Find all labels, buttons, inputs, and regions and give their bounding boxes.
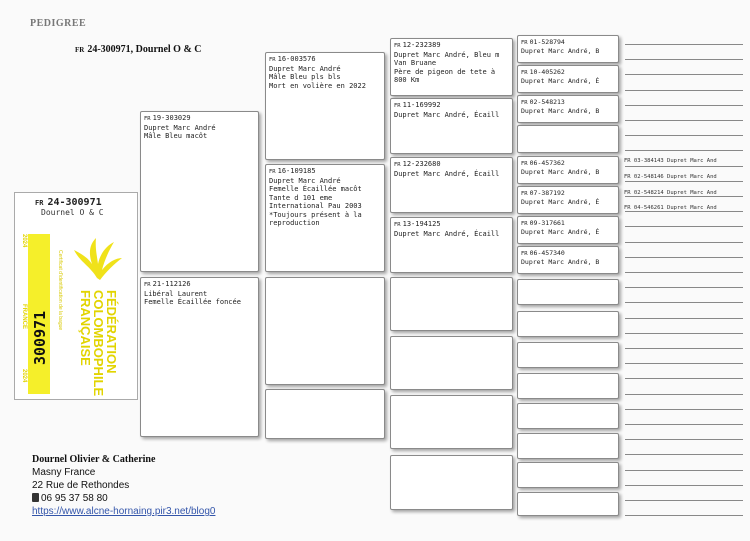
gen3-box-1[interactable]: [390, 38, 513, 96]
gen3-box-7[interactable]: [390, 395, 513, 449]
grand-sire-paternal-box[interactable]: [265, 52, 385, 160]
ring-number: 10-405262: [529, 68, 565, 76]
gen5-line: [625, 439, 743, 440]
gen5-line: [625, 302, 743, 303]
fr-label: FR: [394, 222, 401, 228]
gen5-line: [625, 120, 743, 121]
fr-label: FR: [521, 251, 528, 257]
gen5-entry-2: FR 02-548146 Dupret Marc And: [624, 174, 717, 180]
ring-number: 21-112126: [152, 280, 191, 288]
fr-label: FR: [144, 282, 151, 288]
pigeon-details: Dupret Marc André, É: [521, 77, 600, 85]
gen5-line: [625, 196, 743, 197]
gen5-line: [625, 59, 743, 60]
pigeon-details: Dupret Marc André, Bleu m Van Bruane Père de pigeon de tete à 800 Km: [394, 50, 500, 84]
subject-prefix: FR: [75, 46, 85, 54]
fr-label: FR: [521, 70, 528, 76]
sticker-card: [35, 195, 125, 227]
gen5-line: [625, 257, 743, 258]
pigeon-details: Dupret Marc André, Écaill: [394, 169, 500, 178]
gen3-box-6[interactable]: [390, 336, 513, 390]
owner-info: [32, 453, 215, 518]
gen5-line: [625, 363, 743, 364]
sticker-name: Dournel O & C: [41, 208, 104, 217]
fr-label: FR: [394, 43, 401, 49]
gen5-line: [625, 166, 743, 167]
pigeon-details: Dupret Marc André, É: [521, 228, 600, 236]
gen5-line: [625, 515, 743, 516]
owner-street: 22 Rue de Rethondes: [32, 480, 130, 491]
subject-header: [75, 44, 202, 55]
ffc-logo-icon: [70, 236, 124, 286]
gen5-line: [625, 318, 743, 319]
pigeon-details: Dupret Marc André, É: [521, 198, 600, 206]
gen5-line: [625, 44, 743, 45]
gen4-box-10[interactable]: [517, 311, 619, 337]
sticker-number: 300971: [31, 310, 49, 365]
gen5-line: [625, 470, 743, 471]
ring-number: 06-457340: [529, 249, 565, 257]
fr-label: FR: [521, 161, 528, 167]
gen3-box-4[interactable]: [390, 217, 513, 273]
gen4-box-8[interactable]: [517, 246, 619, 274]
gen5-line: [625, 500, 743, 501]
gen3-box-8[interactable]: [390, 455, 513, 510]
gen4-box-3[interactable]: [517, 95, 619, 123]
gen4-box-16[interactable]: [517, 492, 619, 516]
gen5-entry-4: FR 04-546261 Dupret Marc And: [624, 205, 717, 211]
gen4-box-13[interactable]: [517, 403, 619, 429]
gen4-box-9[interactable]: [517, 279, 619, 305]
ring-number: 11-169992: [402, 101, 441, 109]
gen5-line: [625, 409, 743, 410]
sticker-cert: Certificat d'identification de la bague: [57, 250, 63, 331]
fr-label: FR: [269, 57, 276, 63]
gen5-line: [625, 150, 743, 151]
gen5-line: [625, 287, 743, 288]
gen5-line: [625, 211, 743, 212]
gen5-line: [625, 105, 743, 106]
gen5-line: [625, 74, 743, 75]
gen5-line: [625, 333, 743, 334]
gen3-box-5[interactable]: [390, 277, 513, 331]
gen5-entry-3: FR 02-548214 Dupret Marc And: [624, 190, 717, 196]
pigeon-details: Dupret Marc André, B: [521, 47, 600, 55]
ring-number: 09-317661: [529, 219, 565, 227]
pigeon-details: Dupret Marc André, B: [521, 107, 600, 115]
owner-name: Dournel Olivier & Catherine: [32, 454, 156, 465]
ring-number: 06-457362: [529, 159, 565, 167]
ring-number: 12-232389: [402, 41, 441, 49]
gen5-line: [625, 348, 743, 349]
gen5-line: [625, 454, 743, 455]
pigeon-details: Dupret Marc André, B: [521, 168, 600, 176]
ring-number: 13-194125: [402, 220, 441, 228]
owner-url-link[interactable]: https://www.alcne-hornaing.pir3.net/blog0: [32, 506, 216, 517]
pigeon-details: Dupret Marc André Mâle Bleu pls bls Mort en volière en 2022: [269, 64, 366, 90]
sticker-prefix: FR: [35, 199, 44, 207]
grand-sire-maternal-box[interactable]: [265, 277, 385, 385]
ring-number: 16-003576: [277, 55, 316, 63]
ring-number: 12-232680: [402, 160, 441, 168]
ring-number: 01-528794: [529, 38, 565, 46]
gen5-line: [625, 378, 743, 379]
subject-header-text: 24-300971, Dournel O & C: [87, 44, 202, 55]
gen4-box-11[interactable]: [517, 342, 619, 368]
sticker-org-line2: COLOMBOPHILE: [91, 290, 106, 397]
grand-dam-paternal-box[interactable]: [265, 164, 385, 272]
gen4-box-1[interactable]: [517, 35, 619, 63]
gen5-line: [625, 424, 743, 425]
gen4-box-7[interactable]: [517, 216, 619, 244]
ring-number: 02-548213: [529, 98, 565, 106]
sticker-ring: 24-300971: [47, 197, 102, 208]
gen5-line: [625, 242, 743, 243]
sire-box[interactable]: [140, 111, 259, 272]
sticker-year-2: 2024: [21, 369, 27, 383]
pigeon-details: Dupret Marc André, B: [521, 258, 600, 266]
sticker-year: 2024: [21, 234, 27, 248]
gen4-box-12[interactable]: [517, 373, 619, 399]
pigeon-details: Dupret Marc André, Écaill: [394, 110, 500, 119]
gen3-box-3[interactable]: [390, 157, 513, 213]
gen5-line: [625, 90, 743, 91]
fr-label: FR: [521, 191, 528, 197]
fr-label: FR: [394, 162, 401, 168]
pigeon-details: Libéral Laurent Femelle Écaillée foncée: [144, 289, 241, 306]
gen4-box-4[interactable]: [517, 125, 619, 153]
gen5-line: [625, 272, 743, 273]
fr-label: FR: [521, 221, 528, 227]
owner-phone-row: [32, 492, 215, 505]
ring-number: 19-303029: [152, 114, 191, 122]
fr-label: FR: [394, 103, 401, 109]
gen5-line: [625, 181, 743, 182]
gen4-box-5[interactable]: [517, 156, 619, 184]
fr-label: FR: [269, 169, 276, 175]
dam-box[interactable]: [140, 277, 259, 437]
gen5-line: [625, 135, 743, 136]
gen5-line: [625, 394, 743, 395]
owner-city: Masny France: [32, 467, 96, 478]
sticker-org: [79, 290, 118, 396]
gen4-box-2[interactable]: [517, 65, 619, 93]
gen5-line: [625, 226, 743, 227]
owner-phone: 06 95 37 58 80: [41, 493, 108, 504]
gen5-line: [625, 485, 743, 486]
page-title: PEDIGREE: [30, 18, 87, 29]
grand-dam-maternal-box[interactable]: [265, 389, 385, 439]
fr-label: FR: [521, 40, 528, 46]
sticker-country: FRANCE: [21, 304, 27, 329]
gen4-box-14[interactable]: [517, 433, 619, 459]
sticker-org-line1: FÉDÉRATION: [104, 290, 119, 374]
sticker-side: [14, 234, 28, 394]
ring-number: 07-387192: [529, 189, 565, 197]
gen4-box-15[interactable]: [517, 462, 619, 488]
gen5-entry-1: FR 03-384143 Dupret Marc And: [624, 158, 717, 164]
fr-label: FR: [521, 100, 528, 106]
gen3-box-2[interactable]: [390, 98, 513, 154]
sticker-org-line3: FRANÇAISE: [78, 290, 93, 366]
ring-number: 16-109185: [277, 167, 316, 175]
fr-label: FR: [144, 116, 151, 122]
phone-icon: [32, 493, 39, 502]
pigeon-details: Dupret Marc André, Écaill: [394, 229, 500, 238]
pigeon-details: Dupret Marc André Mâle Bleu macôt: [144, 123, 216, 140]
gen4-box-6[interactable]: [517, 186, 619, 214]
pigeon-details: Dupret Marc André Femelle Écaillée macôt Tante d 101 eme International Pau 2003 *Toujours présent à la reproduction: [269, 176, 362, 227]
